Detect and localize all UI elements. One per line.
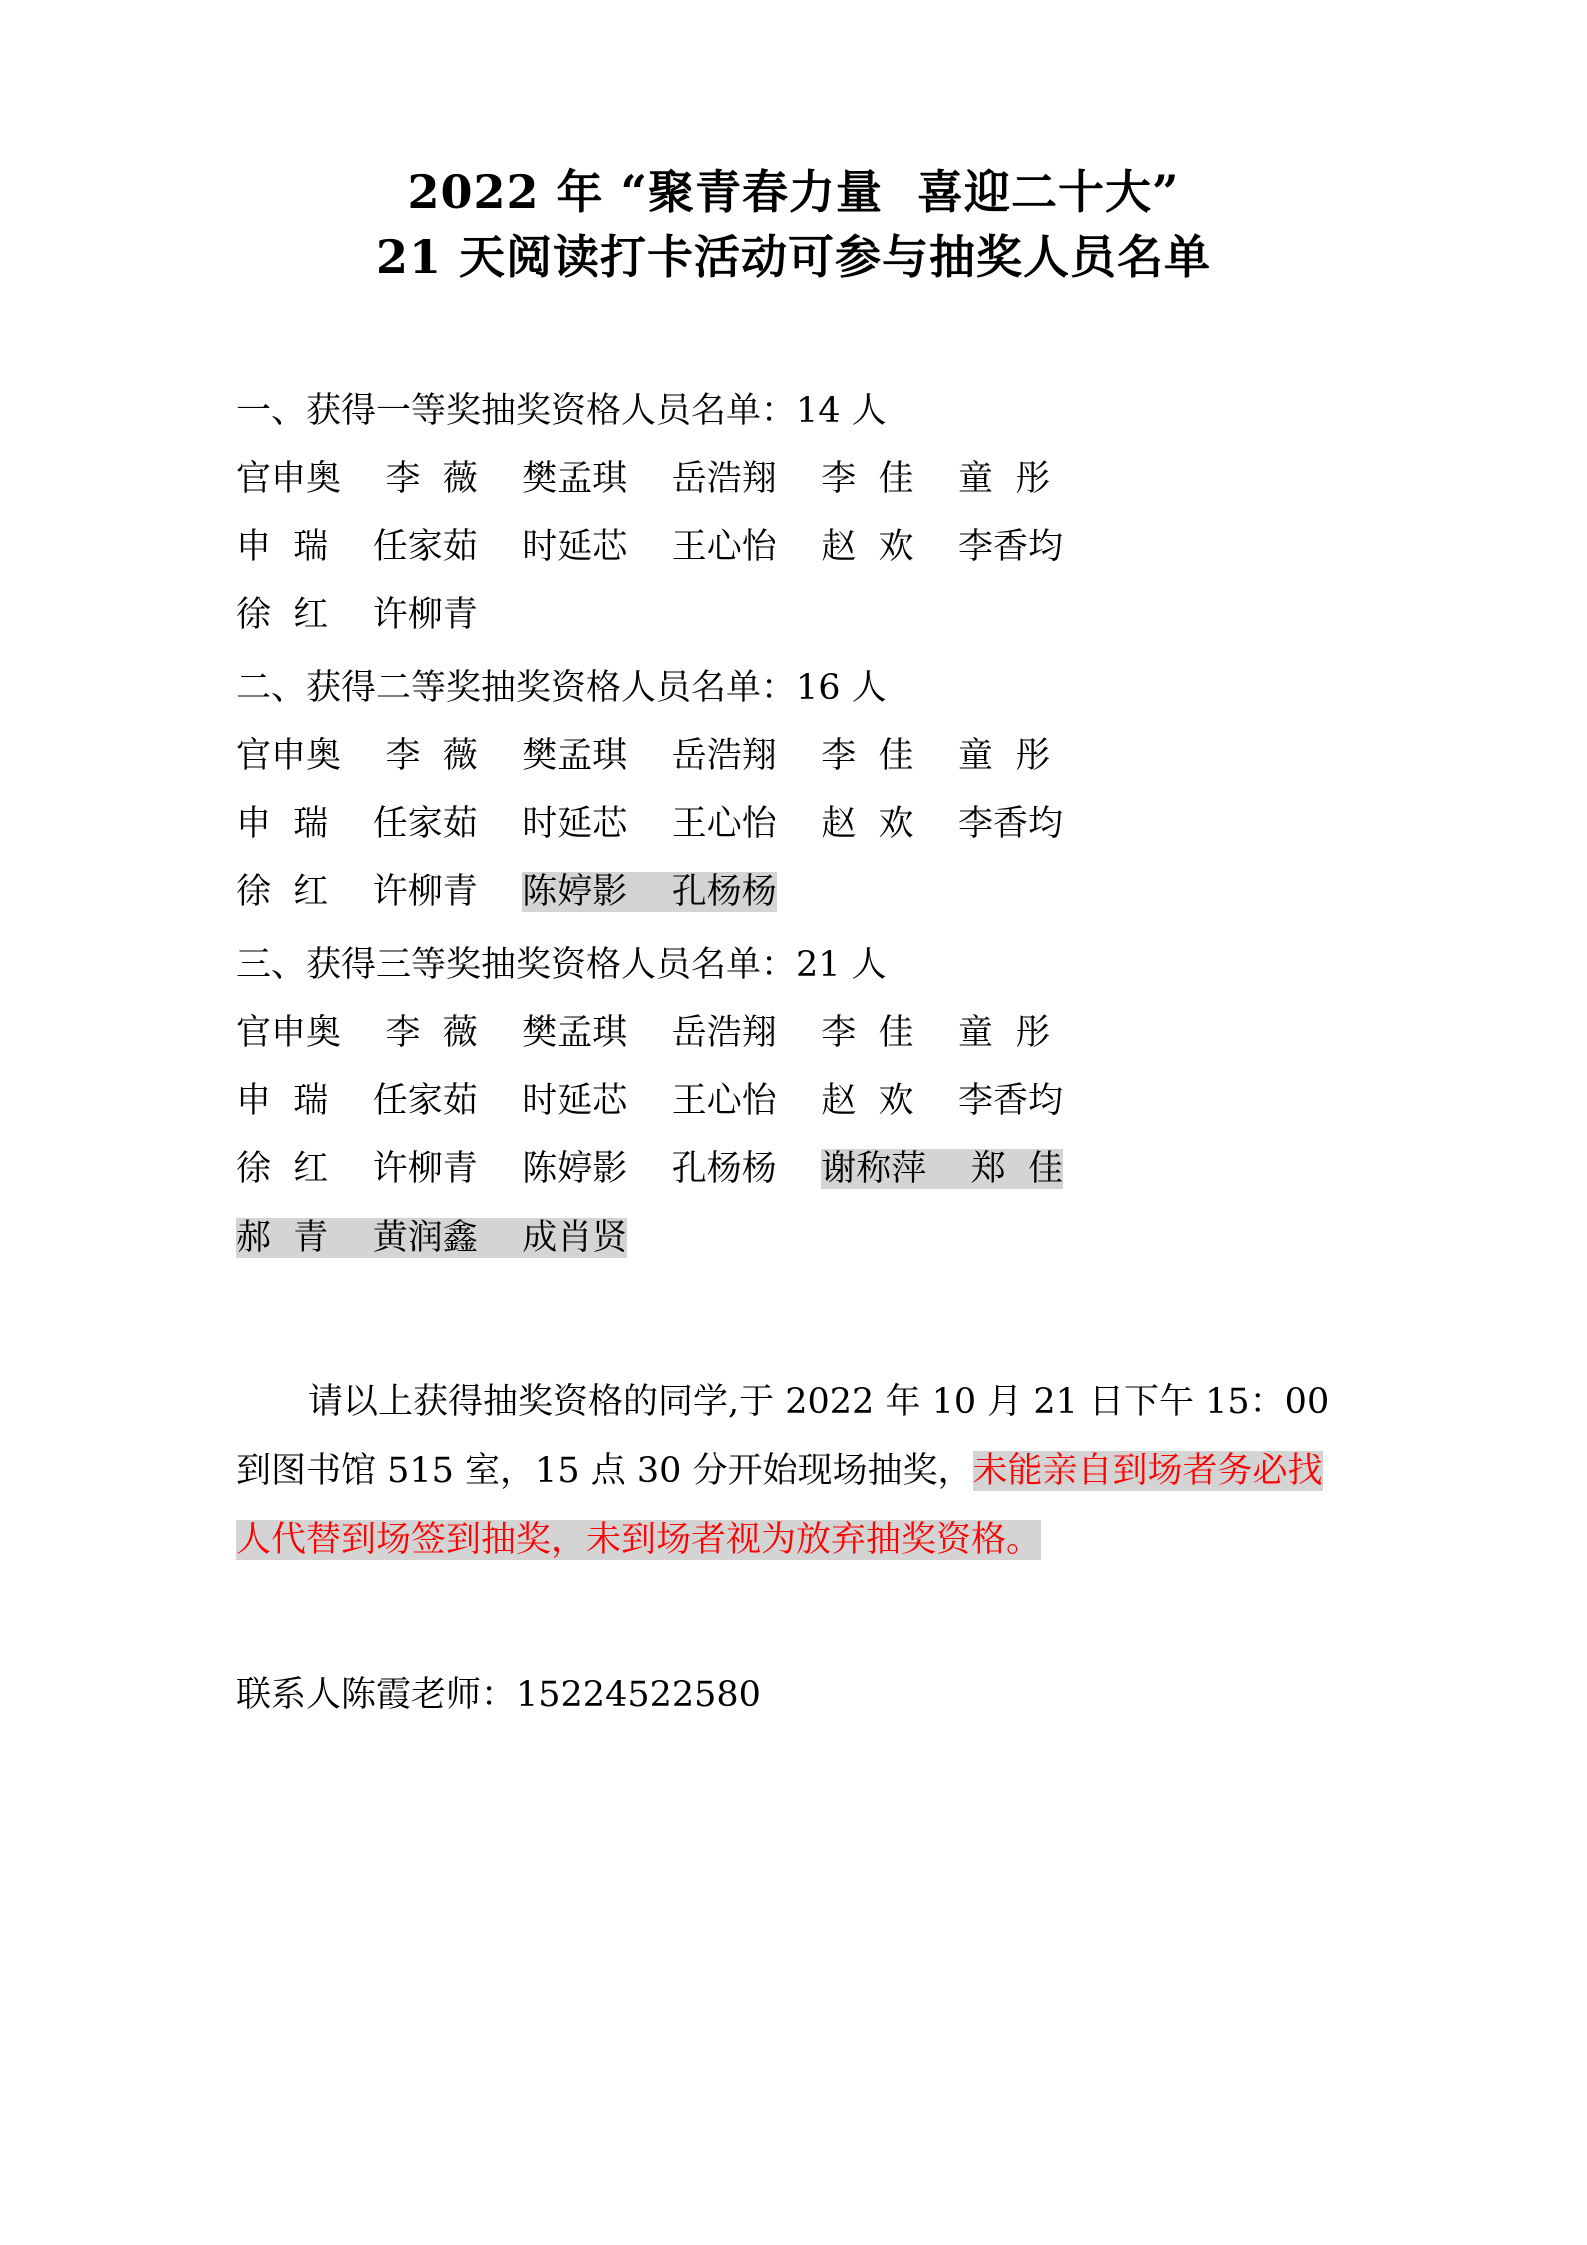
name-row-highlighted: 陈婷影 孔杨杨: [522, 872, 777, 913]
name-row: [236, 858, 1351, 926]
title-line-1: 2022 年 “聚青春力量 喜迎二十大”: [407, 165, 1180, 219]
section-heading: 二、获得二等奖抽奖资格人员名单：16 人: [236, 667, 887, 708]
document-title: [236, 160, 1351, 291]
name-row-plain: 官申奥 李 薇 樊孟琪 岳浩翔 李 佳 童 彤: [236, 1012, 1051, 1053]
name-row: [236, 1204, 1351, 1272]
name-row-plain: 申 瑞 任家茹 时延芯 王心怡 赵 欢 李香均: [236, 804, 1064, 845]
section-heading: 一、获得一等奖抽奖资格人员名单：14 人: [236, 390, 887, 431]
name-row-plain: 官申奥 李 薇 樊孟琪 岳浩翔 李 佳 童 彤: [236, 458, 1051, 499]
name-row-plain: 申 瑞 任家茹 时延芯 王心怡 赵 欢 李香均: [236, 527, 1064, 568]
instructions-plain-text: 请以上获得抽奖资格的同学,于 2022 年 10 月 21 日下午 15：00 到图书馆 515 室，15 点 30 分开始现场抽奖，: [236, 1381, 1330, 1492]
title-line-2: 21 天阅读打卡活动可参与抽奖人员名单: [375, 230, 1212, 285]
name-row-highlighted: 谢称萍 郑 佳: [821, 1149, 1064, 1190]
name-row: [236, 581, 1351, 649]
name-row: [236, 445, 1351, 513]
section-second-prize: [236, 654, 1351, 927]
name-row: [236, 722, 1351, 790]
name-row: [236, 790, 1351, 858]
section-third-prize: [236, 931, 1351, 1272]
name-row-plain: 申 瑞 任家茹 时延芯 王心怡 赵 欢 李香均: [236, 1081, 1064, 1122]
section-first-prize: [236, 377, 1351, 650]
name-row-highlighted: 郝 青 黄润鑫 成肖贤: [236, 1217, 628, 1258]
name-row: [236, 513, 1351, 581]
instructions-text: [236, 1368, 1351, 1576]
section-heading: 三、获得三等奖抽奖资格人员名单：21 人: [236, 944, 887, 985]
name-row-plain: 徐 红 许柳青: [236, 595, 478, 636]
instructions-paragraph: [236, 1368, 1351, 1576]
name-row-plain: 官申奥 李 薇 樊孟琪 岳浩翔 李 佳 童 彤: [236, 735, 1051, 776]
name-row: [236, 999, 1351, 1067]
contact-line: 联系人陈霞老师：15224522580: [236, 1674, 761, 1715]
instructions-warning-text: 未能亲自到场者务必找人代替到场签到抽奖，未到场者视为放弃抽奖资格。: [236, 1451, 1323, 1561]
name-row: [236, 1067, 1351, 1135]
name-row-plain: 徐 红 许柳青 陈婷影 孔杨杨: [236, 1149, 822, 1190]
name-row: [236, 1135, 1351, 1203]
name-row-plain: 徐 红 许柳青: [236, 872, 523, 913]
